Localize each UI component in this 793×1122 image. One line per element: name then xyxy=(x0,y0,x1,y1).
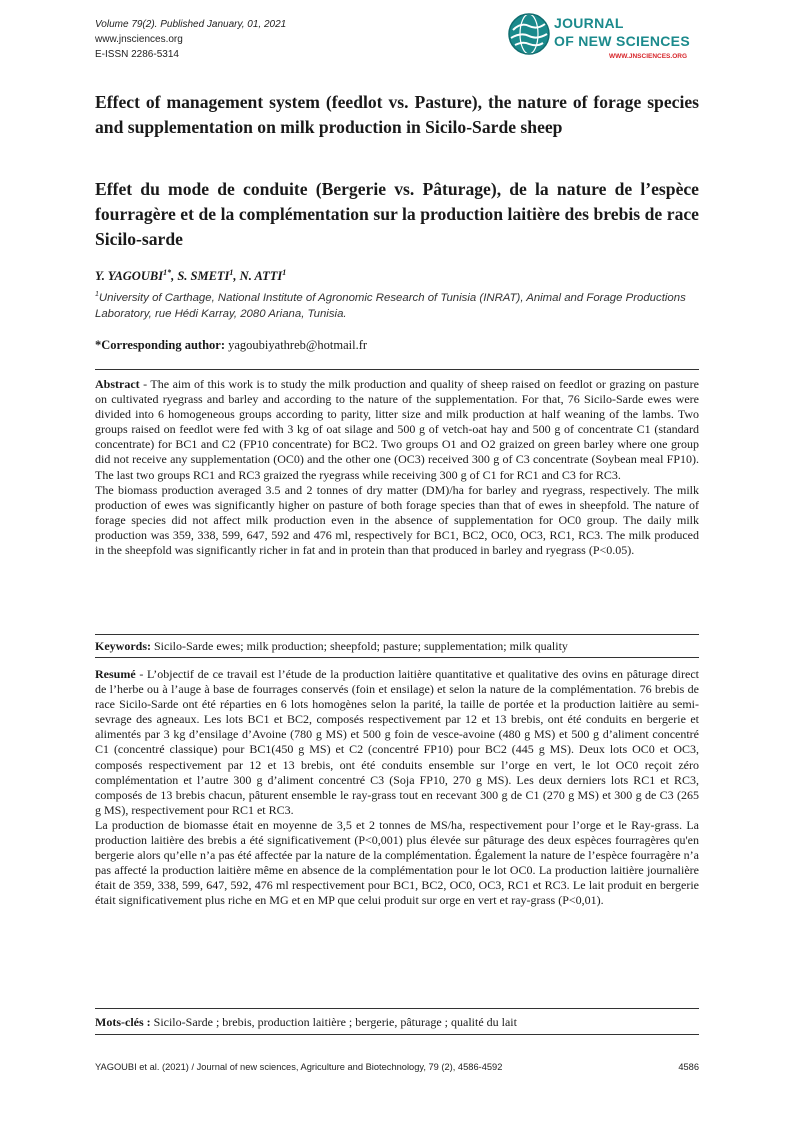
page-number: 4586 xyxy=(678,1062,699,1072)
resume-text: - L’objectif de ce travail est l’étude de la production laitière quantitative et qualitative des ovins en pâturage direct de l’herbe ou à l’auge à base de fourrages conservés (foin et ensilage) et selon la nature de la complémentation. 76 brebis de race Sicilo-Sarde ont été réparties en 6 lots homogènes selon la parité, la taille de portée et la production laitière au semi-sevrage des agneaux. Les lots BC1 et BC2, composés respectivement par 12 et 13 brebis, ont été conduits en bergerie et alimentés par 3 kg d’ensilage d’Avoine (780 g MS) et 500 g foin de vesce-avoine (480 g MS) et 500 g d’aliment concentré C1 (concentré classique) pour BC1(450 g MS) et C2 (concentré FP10) pour BC2 (445 g MS). Deux lots OC0 et OC3, composés respectivement par 12 et 13 brebis, ont été conduits ensemble sur l’orge en vert, le lot OC0 reçoit zéro complémentation et l’autre 300 g d’aliment concentré C3 (Soja FP10, 270 g MS). Les deux derniers lots RC1 et RC3, composés de 13 brebis chacun, pâturent ensemble le ray-grass tout en recevant 300 g de C1 (270 g MS) et 300 g de C3 (265 g MS), respectivement pour RC1 et RC3. xyxy=(95,667,699,817)
logo-line-1: JOURNAL xyxy=(554,15,624,31)
author-superscript: 1 xyxy=(282,268,287,277)
corresponding-email[interactable]: yagoubiyathreb@hotmail.fr xyxy=(228,338,368,352)
website-line[interactable]: www.jnsciences.org xyxy=(95,34,183,45)
title-english: Effect of management system (feedlot vs. Pasture), the nature of forage species and supplementation on milk production in Sicilo-Sarde sheep xyxy=(95,92,699,137)
resume-section xyxy=(95,667,699,909)
affiliation-superscript: 1 xyxy=(95,291,99,298)
resume-paragraph: La production de biomasse était en moyenne de 3,5 et 2 tonnes de MS/ha, respectivement pour l’orge et le Ray-grass. La production laitière des brebis a été significativement (P<0,001) plus élevée sur pâturage des deux espèces fourragères qu'en bergerie alors qu’elle n’a pas été affectée par la nature de la complémentation. Également la nature de l’espèce fourragère n’a pas affecté la production laitière même en absence de la complémentation pour le lot OC0. La production laitière journalière était de 359, 338, 599, 647, 592, 476 ml respectivement pour BC1, BC2, OC0, OC3, RC1 et RC3. Le lait produit en bergerie était significativement plus riche en MG et en MP que celui produit sur orge en vert et ray-grass (P<0,01). xyxy=(95,817,699,908)
resume-label: Resumé xyxy=(95,667,136,681)
keywords-text: Sicilo-Sarde ewes; milk production; sheepfold; pasture; supplementation; milk quality xyxy=(151,639,568,653)
page-footer xyxy=(95,1062,699,1072)
author-list xyxy=(95,268,286,284)
abstract-paragraph: The biomass production averaged 3.5 and 2 tonnes of dry matter (DM)/ha for barley and ryegrass, respectively. The milk production of ewes was significantly higher on pasture of both forage species than that of ewes in sheepfold. The nature of forage species did not affect milk production even in the absence of supplementation for OC0 group. The daily milk production was 359, 338, 599, 647, 592 and 476 ml, respectively for BC1, BC2, OC0, OC3, RC1, RC3. The milk produced in the sheepfold was significantly richer in fat and in protein than that produced in barley and ryegrass (P<0.05). xyxy=(95,482,699,558)
keywords-section xyxy=(95,639,699,654)
abstract-label: Abstract xyxy=(95,377,140,391)
title-french: Effet du mode de conduite (Bergerie vs. Pâturage), de la nature de l’espèce fourragère et de la complémentation sur la production laitière des brebis de race Sicilo-sarde xyxy=(95,179,699,249)
motscles-text: Sicilo-Sarde ; brebis, production laitière ; bergerie, pâturage ; qualité du lait xyxy=(150,1015,517,1029)
abstract-section xyxy=(95,377,699,558)
corresponding-author xyxy=(95,338,367,353)
divider xyxy=(95,657,699,658)
abstract-paragraph xyxy=(95,377,699,483)
journal-header-meta xyxy=(95,17,286,62)
author-name: N. ATTI xyxy=(239,269,283,284)
logo-line-2: OF NEW SCIENCES xyxy=(554,33,690,49)
motscles-section xyxy=(95,1015,699,1030)
logo-url: WWW.JNSCIENCES.ORG xyxy=(609,53,688,60)
author-separator: , xyxy=(233,269,240,284)
author-superscript: 1* xyxy=(163,268,172,277)
affiliation xyxy=(95,287,699,323)
divider xyxy=(95,1034,699,1035)
volume-line: Volume 79(2). Published January, 01, 2021 xyxy=(95,19,287,30)
divider xyxy=(95,1008,699,1009)
keywords-line xyxy=(95,639,699,654)
globe-icon xyxy=(507,12,551,56)
author-name: S. SMETI xyxy=(177,269,230,284)
divider xyxy=(95,634,699,635)
divider xyxy=(95,369,699,370)
motscles-label: Mots-clés : xyxy=(95,1015,151,1029)
keywords-label: Keywords: xyxy=(95,639,151,653)
motscles-line xyxy=(95,1015,699,1030)
resume-paragraph xyxy=(95,667,699,818)
abstract-text: - The aim of this work is to study the milk production and quality of sheep raised on feedlot or grazing on pasture on cultivated ryegrass and barley and according to the nature of the supplementation. For that, 76 Sicilo-Sarde ewes were divided into 6 homogeneous groups according to parity, litter size and milk production at half weaning of the lambs. Two groups raised on feedlot were fed with 3 kg of oat silage and 500 g of vetch-oat hay and 500 g of concentrate C1 (standard concentrate) for BC1 and C2 (FP10 concentrate) for BC2. Two groups O1 and O2 graized on green barley where one group did not receive any supplementation (OC0) and the other one (OC3) received 300 g of C3 concentrate (Soybean meal FP10). The last two groups RC1 and RC3 graized the ryegrass while receiving 300 g of C1 for RC1 and C3 for RC3. xyxy=(95,377,699,482)
author-superscript: 1 xyxy=(229,268,234,277)
author-name: Y. YAGOUBI xyxy=(95,269,164,284)
affiliation-text: University of Carthage, National Institute of Agronomic Research of Tunisia (INRAT), Animal and Forage Productions Laboratory, rue Hédi Karray, 2080 Ariana, Tunisia. xyxy=(95,291,686,321)
author-separator: , xyxy=(171,269,178,284)
footer-citation: YAGOUBI et al. (2021) / Journal of new sciences, Agriculture and Biotechnology, 79 (2), 4586-4592 xyxy=(95,1062,503,1072)
journal-logo xyxy=(507,10,702,66)
corresponding-label: *Corresponding author: xyxy=(95,338,225,352)
issn-line: E-ISSN 2286-5314 xyxy=(95,49,179,60)
